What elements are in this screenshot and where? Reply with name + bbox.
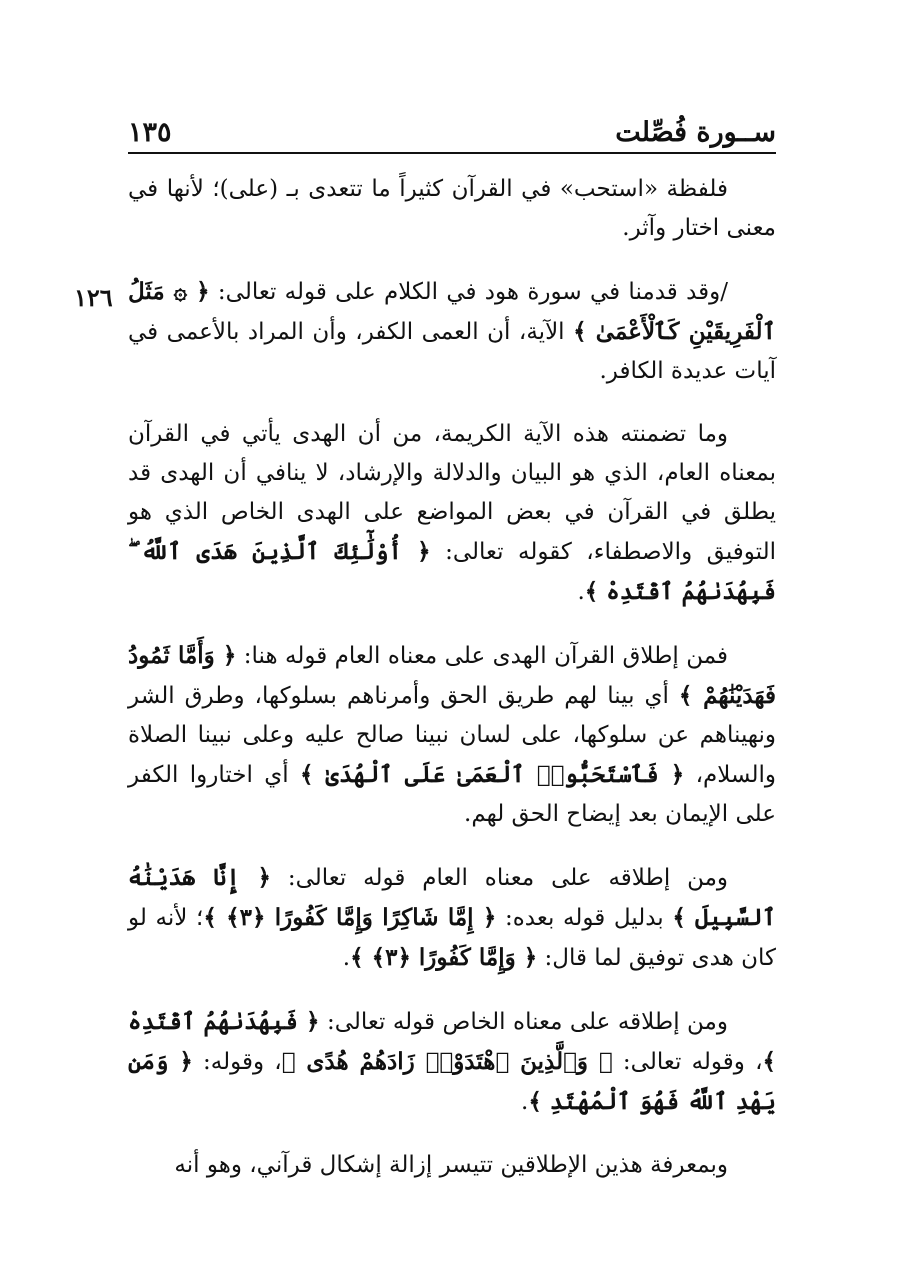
quran-quote: ﴿ إِنَّا هَدَيْنَٰهُ ٱلسَّبِيلَ ﴾ <box>128 864 776 931</box>
paragraph-text: ؛ لأنه لو كان هدى توفيق لما قال: <box>128 905 776 971</box>
paragraph-text: الآية، أن العمى الكفر، وأن المراد بالأعمى في آيات عديدة الكافر. <box>128 319 776 384</box>
running-header <box>128 112 776 154</box>
paragraph-text: فلفظة «استحب» في القرآن كثيراً ما تتعدى بـ (على)؛ لأنها في معنى اختار وآثر. <box>128 176 776 241</box>
paragraph <box>128 272 776 391</box>
paragraph-text: ومن إطلاقه على معناه العام قوله تعالى: <box>270 865 729 891</box>
paragraph-text: فمن إطلاق القرآن الهدى على معناه العام قوله هنا: <box>236 643 728 669</box>
quran-quote: ﴿ وَأَمَّا ثَمُودُ فَهَدَيْنَٰهُمْ ﴾ <box>128 642 776 709</box>
page-number: ١٣٥ <box>128 117 172 148</box>
surah-title: ســورة فُصِّلت <box>615 117 776 148</box>
paragraph <box>128 1146 776 1185</box>
quran-quote: ﴿ فَبِهُدَىٰهُمُ ٱقْتَدِهْ ﴾ <box>128 1008 776 1075</box>
paragraph-text: أي اختاروا الكفر على الإيمان بعد إيضاح الحق لهم. <box>128 762 776 827</box>
paragraph-text: أي بينا لهم طريق الحق وأمرناهم بسلوكها، وطرق الشر ونهيناهم عن سلوكها، على لسان نبينا صالح عليه وعلى نبينا الصلاة والسلام، <box>128 683 776 788</box>
paragraph <box>128 170 776 248</box>
paragraph <box>128 1002 776 1122</box>
margin-page-reference: ١٢٦ <box>74 283 113 312</box>
paragraph-text: وبمعرفة هذين الإطلاقين تتيسر إزالة إشكال قرآني، وهو أنه <box>174 1152 728 1178</box>
paragraph-text: /وقد قدمنا في سورة هود في الكلام على قوله تعالى: <box>209 279 728 305</box>
body-text <box>128 170 776 1209</box>
paragraph-text: ومن إطلاقه على معناه الخاص قوله تعالى: <box>319 1009 728 1035</box>
quran-quote: ﴿ وَٱلَّذِينَ ٱهْتَدَوْا۟ زَادَهُمْ هُدًى ﴾ <box>281 1048 613 1075</box>
quran-quote: ﴿ وَإِمَّا كَفُورًا ﴿٣﴾ ﴾ <box>350 944 538 971</box>
paragraph <box>128 415 776 612</box>
paragraph-text: ، وقوله تعالى: <box>612 1049 763 1075</box>
quran-quote: ﴿ أُوْلَٰٓئِكَ ٱلَّذِينَ هَدَى ٱللَّهُ ۖ فَبِهُدَىٰهُمُ ٱقْتَدِهْ ﴾ <box>128 538 776 605</box>
quran-quote: ﴿ إِمَّا شَاكِرًا وَإِمَّا كَفُورًا ﴿٣﴾ ﴾ <box>203 904 497 931</box>
paragraph-text: . <box>577 579 585 605</box>
paragraph-text: ، وقوله: <box>192 1049 282 1075</box>
paragraph-text: بدليل قوله بعده: <box>496 905 673 931</box>
quran-quote: ﴿ ۞ مَثَلُ ٱلْفَرِيقَيْنِ كَٱلْأَعْمَىٰ ﴾ <box>128 278 777 345</box>
paragraph-text: . <box>342 945 351 971</box>
quran-quote: ﴿ وَمَن يَهْدِ ٱللَّهُ فَهُوَ ٱلْمُهْتَدِ ﴾ <box>128 1048 776 1115</box>
paragraph-text: . <box>521 1089 529 1115</box>
paragraph <box>128 636 776 834</box>
quran-quote: ﴿ فَٱسْتَحَبُّوا۟ ٱلْعَمَىٰ عَلَى ٱلْهُدَىٰ ﴾ <box>299 761 685 788</box>
paragraph <box>128 858 776 978</box>
paragraph-text: وما تضمنته هذه الآية الكريمة، من أن الهدى يأتي في القرآن بمعناه العام، الذي هو البيان والدلالة والإرشاد، لا ينافي أن الهدى قد يطلق في القرآن في بعض المواضع على الهدى الخاص الذي هو التوفيق والاصطفاء، كقوله تعالى: <box>128 421 777 565</box>
